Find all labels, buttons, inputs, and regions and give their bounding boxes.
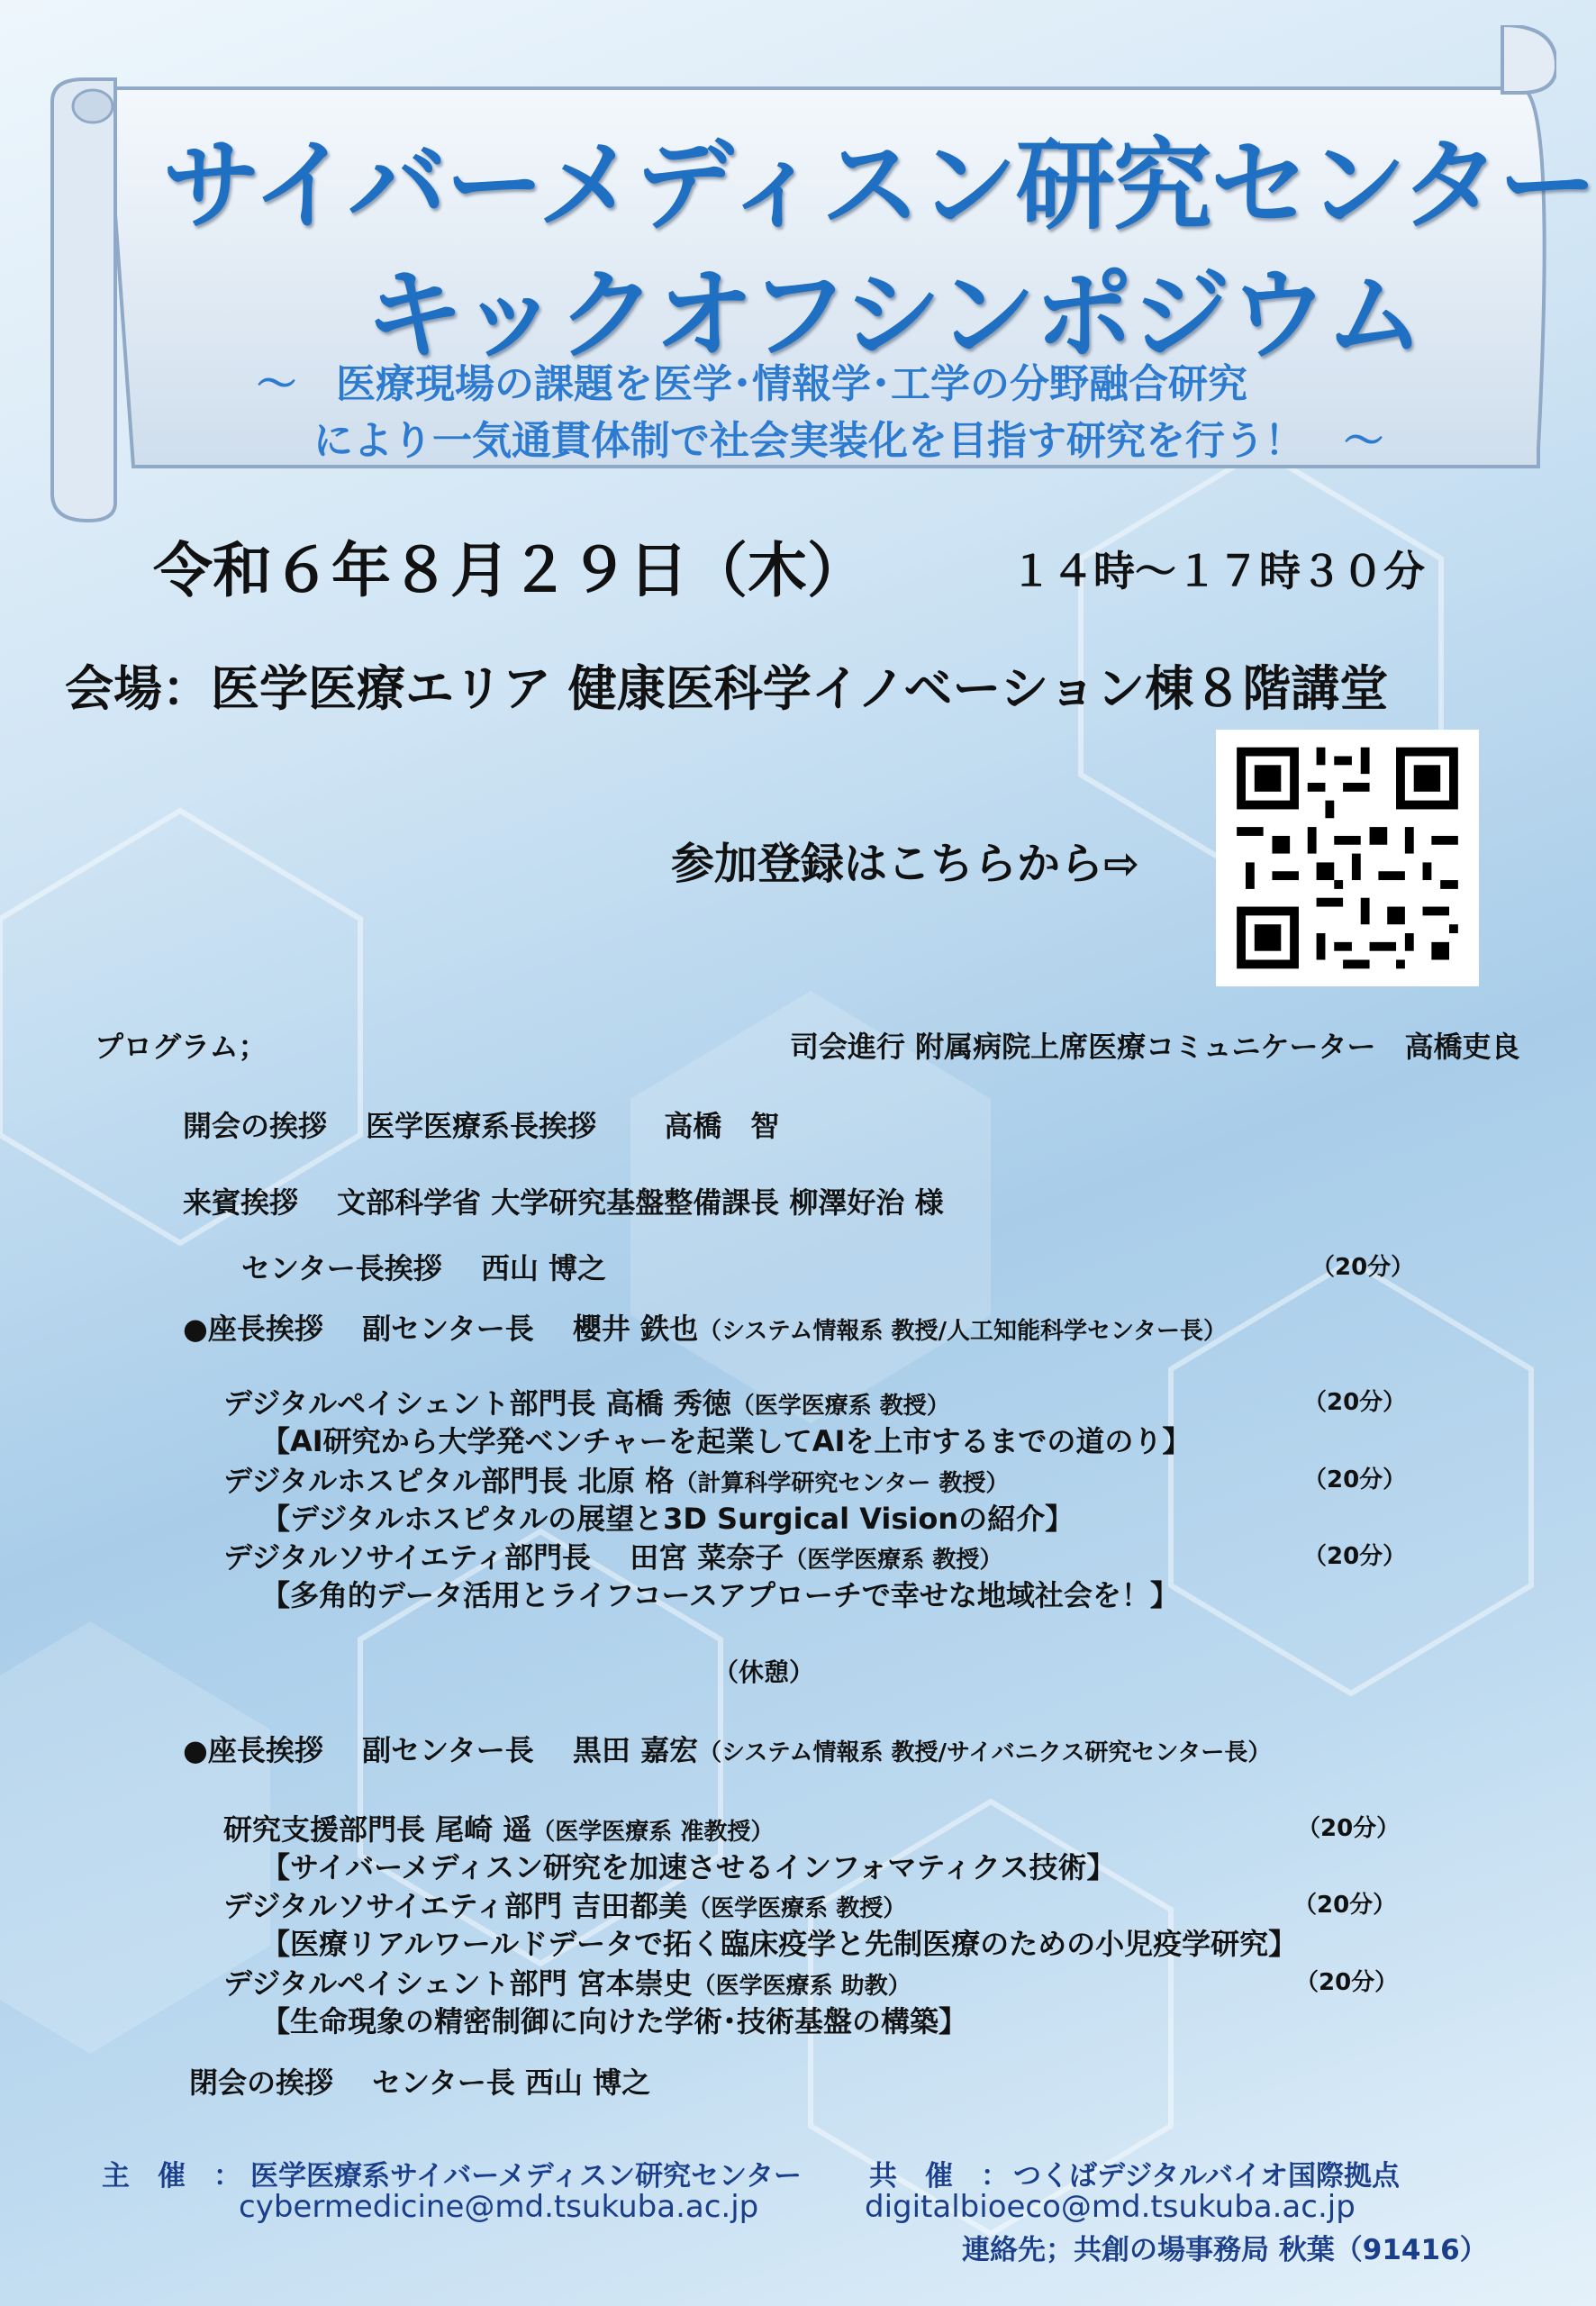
contact-info: 連絡先；共創の場事務局 秋葉（91416） bbox=[962, 2234, 1488, 2266]
talk-6-affil: （医学医療系 助教） bbox=[692, 1973, 911, 2000]
chair1-remarks bbox=[183, 1306, 1227, 1348]
cohost-label: 共 催 ： bbox=[869, 2160, 1009, 2193]
talk-4-topic: 【サイバーメディスン研究を加速させるインフォマティクス技術】 bbox=[261, 1850, 1116, 1884]
opening-remarks: 開会の挨拶 医学医療系長挨拶 高橋 智 bbox=[183, 1109, 780, 1143]
talk-3-topic: 【多角的データ活用とライフコースアプローチで幸せな地域社会を！】 bbox=[261, 1578, 1179, 1612]
talk-5-speaker bbox=[223, 1884, 906, 1925]
chair1-main: ●座長挨拶 副センター長 櫻井 鉄也 bbox=[183, 1312, 699, 1346]
talk-5-duration: （20分） bbox=[1293, 1892, 1397, 1919]
guest-remarks: 来賓挨拶 文部科学省 大学研究基盤整備課長 柳澤好治 様 bbox=[183, 1185, 944, 1220]
talk-4-name: 研究支援部門長 尾崎 遥 bbox=[223, 1812, 532, 1847]
talk-5-topic: 【医療リアルワールドデータで拓く臨床疫学と先制医療のための小児疫学研究】 bbox=[261, 1927, 1298, 1961]
registration-qr-code[interactable] bbox=[1216, 730, 1479, 986]
subtitle-line-1: ～ 医療現場の課題を医学･情報学･工学の分野融合研究 bbox=[257, 361, 1247, 407]
talk-1-duration: （20分） bbox=[1303, 1389, 1407, 1416]
talk-6-topic: 【生命現象の精密制御に向けた学術･技術基盤の構築】 bbox=[261, 2004, 968, 2038]
talk-2-duration: （20分） bbox=[1303, 1466, 1407, 1493]
director-duration: （20分） bbox=[1311, 1254, 1415, 1281]
talk-5-name: デジタルソサイエティ部門 吉田都美 bbox=[223, 1889, 688, 1923]
talk-6-name: デジタルペイシェント部門 宮本崇史 bbox=[223, 1966, 693, 2001]
talk-4-duration: （20分） bbox=[1297, 1815, 1401, 1842]
talk-4-speaker bbox=[223, 1807, 774, 1848]
talk-2-name: デジタルホスピタル部門長 北原 格 bbox=[223, 1464, 675, 1498]
talk-1-topic: 【AI研究から大学発ベンチャーを起業してAIを上市するまでの道のり】 bbox=[261, 1424, 1192, 1458]
talk-4-affil: （医学医療系 准教授） bbox=[531, 1819, 775, 1846]
talk-2-topic: 【デジタルホスピタルの展望と3D Surgical Visionの紹介】 bbox=[261, 1502, 1075, 1536]
talk-1-speaker bbox=[223, 1381, 950, 1422]
director-remarks: センター長挨拶 西山 博之 bbox=[241, 1251, 607, 1285]
event-venue: 会場：医学医療エリア 健康医科学イノベーション棟８階講堂 bbox=[65, 660, 1389, 717]
host-name: 医学医療系サイバーメディスン研究センター bbox=[250, 2160, 802, 2193]
talk-1-affil: （医学医療系 教授） bbox=[730, 1393, 950, 1420]
chair2-main: ●座長挨拶 副センター長 黒田 嘉宏 bbox=[183, 1733, 699, 1767]
talk-3-speaker bbox=[223, 1535, 1002, 1576]
cohost-name: つくばデジタルバイオ国際拠点 bbox=[1013, 2160, 1401, 2193]
talk-3-affil: （医学医療系 教授） bbox=[784, 1547, 1003, 1574]
program-mc: 司会進行 附属病院上席医療コミュニケーター 高橋吏良 bbox=[790, 1030, 1520, 1064]
closing-remarks: 閉会の挨拶 センター長 西山 博之 bbox=[189, 2065, 651, 2100]
chair2-note: （システム情報系 教授/サイバニクス研究センター長） bbox=[698, 1739, 1272, 1766]
talk-5-affil: （医学医療系 教授） bbox=[687, 1895, 907, 1922]
cohost-email[interactable]: digitalbioeco@md.tsukuba.ac.jp bbox=[865, 2189, 1356, 2225]
host-label: 主 催 ： bbox=[102, 2160, 241, 2193]
subtitle-line-2: により一気通貫体制で社会実装化を目指す研究を行う！ ～ bbox=[313, 418, 1383, 464]
program-label: プログラム； bbox=[95, 1030, 268, 1064]
title-line-2: キックオフシンポジウム bbox=[365, 258, 1423, 373]
chair2-remarks bbox=[183, 1728, 1271, 1769]
talk-6-speaker bbox=[223, 1961, 911, 2002]
break-label: （休憩） bbox=[713, 1657, 815, 1687]
talk-3-duration: （20分） bbox=[1303, 1543, 1407, 1570]
register-label: 参加登録はこちらから⇨ bbox=[671, 839, 1140, 889]
talk-2-speaker bbox=[223, 1458, 1009, 1500]
title-line-1: サイバーメディスン研究センター bbox=[162, 128, 1596, 243]
talk-3-name: デジタルソサイエティ部門長 田宮 菜奈子 bbox=[223, 1540, 784, 1575]
talk-2-affil: （計算科学研究センター 教授） bbox=[674, 1470, 1010, 1497]
talk-6-duration: （20分） bbox=[1295, 1969, 1399, 1996]
event-date: 令和６年８月２９日（木） bbox=[153, 536, 866, 605]
chair1-note: （システム情報系 教授/人工知能科学センター長） bbox=[698, 1318, 1227, 1345]
qr-code-icon bbox=[1216, 730, 1479, 986]
event-time: １４時～１７時３０分 bbox=[1011, 547, 1425, 595]
talk-1-name: デジタルペイシェント部門長 高橋 秀徳 bbox=[223, 1386, 731, 1421]
host-email[interactable]: cybermedicine@md.tsukuba.ac.jp bbox=[239, 2189, 759, 2225]
